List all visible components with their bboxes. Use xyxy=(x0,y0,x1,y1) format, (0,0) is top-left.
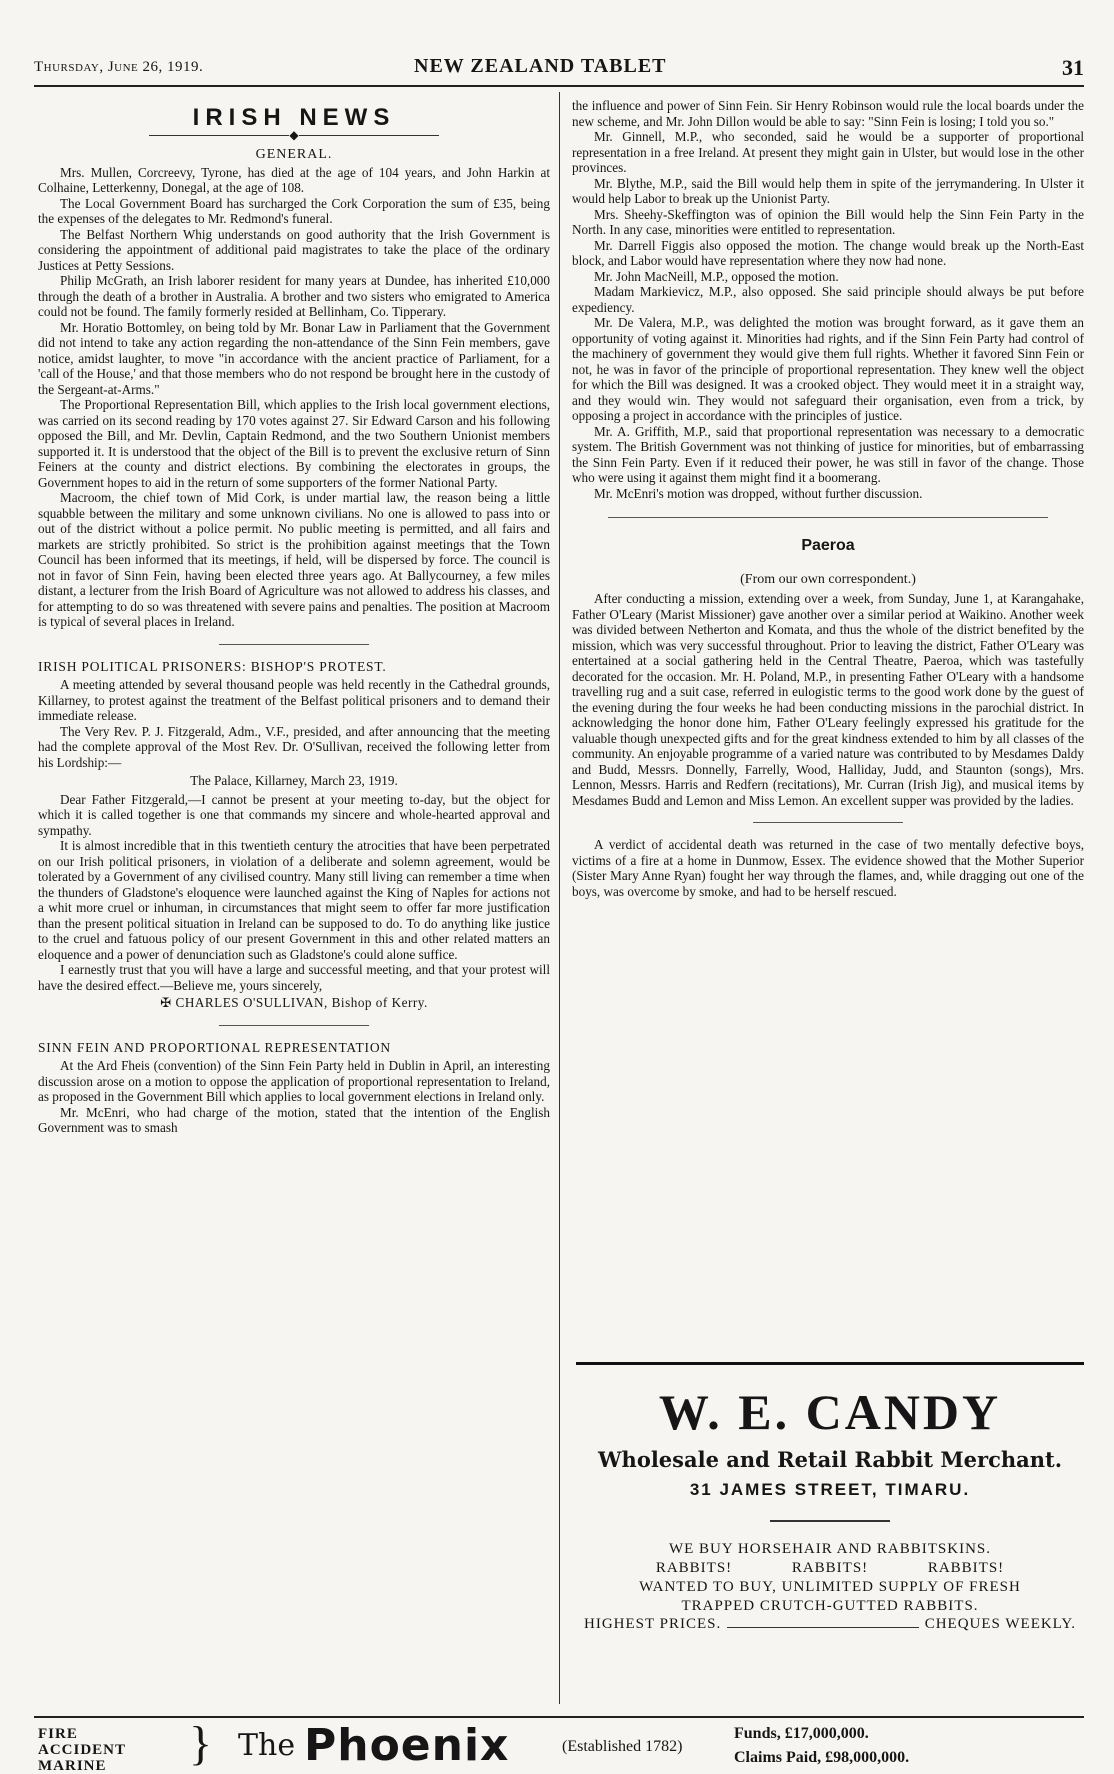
ad-separator xyxy=(770,1520,890,1522)
separator xyxy=(753,822,903,823)
funds-block xyxy=(734,1722,909,1770)
news-paragraph: Mr. McEnri, who had charge of the motion, stated that the intention of the English Government was to smash xyxy=(38,1104,550,1135)
bishop-signature: ✠ CHARLES O'SULLIVAN, Bishop of Kerry. xyxy=(160,995,428,1010)
rabbits-word: RABBITS! xyxy=(927,1560,1005,1576)
title-ornament: ◆ xyxy=(38,128,550,144)
letter-paragraph: Dear Father Fitzgerald,—I cannot be present at your meeting to-day, but the object for which it is called together is one that commands my sincere and whole-hearted approval and sympathy. xyxy=(38,791,550,838)
candy-advertisement xyxy=(576,1362,1084,1709)
advertiser-name: W. E. CANDY xyxy=(658,1384,1002,1440)
page-number: 31 xyxy=(1062,55,1084,80)
right-column xyxy=(572,98,1084,899)
ad-prices-line xyxy=(576,1616,1084,1633)
news-paragraph: the influence and power of Sinn Fein. Sir Henry Robinson would rule the local boards under the new scheme, and Mr. John Dillon would be able to say: "Sinn Fein is losing; I told you so." xyxy=(572,98,1084,129)
news-paragraph: The Belfast Northern Whig understands on good authority that the Irish Government is considering the appointment of additional paid magistrates to take the place of the ordinary Justices at Petty Sessions. xyxy=(38,226,550,273)
news-paragraph: Madam Markievicz, M.P., also opposed. She said principle should always be put before expediency. xyxy=(572,284,1084,315)
news-paragraph: The Proportional Representation Bill, which applies to the Irish local government elections, was carried on its second reading by 170 votes against 27. Sir Edward Carson and his following opposed the Bill, and Mr. Devlin, Captain Redmond, and the two Southern Unionist members supported it. It is understood that the object of the Bill is to prevent the exclusive return of Sinn Feiners at the county and district elections. By combining the electorates in groups, the Government hopes to aid in the return of some supporters of the former National Party. xyxy=(38,397,550,490)
news-paragraph: Mr. John MacNeill, M.P., opposed the motion. xyxy=(594,268,839,284)
phoenix-advertisement xyxy=(34,1716,1084,1772)
insurance-kind: ACCIDENT xyxy=(38,1742,127,1758)
general-heading: GENERAL. xyxy=(255,147,333,162)
news-paragraph: Philip McGrath, an Irish laborer resident for many years at Dundee, has inherited £10,000 through the death of a brother in Australia. A brother and two sisters who emigrated to America could not be found. The family formerly resided at Bellinham, Co. Tipperary. xyxy=(38,273,550,319)
page-header xyxy=(34,55,1084,87)
highest-prices: HIGHEST PRICES. xyxy=(584,1616,722,1632)
news-paragraph: At the Ard Fheis (convention) of the Sinn Fein Party held in Dublin in April, an interesting discussion arose on a motion to oppose the application of proportional representation to Ireland, as proposed in the Government Bill which applies to local government elections in Ireland only. xyxy=(38,1058,550,1104)
ad-wanted-line: WANTED TO BUY, UNLIMITED SUPPLY OF FRESH xyxy=(639,1579,1021,1595)
paeroa-title: Paeroa xyxy=(801,537,855,554)
ad-rabbits-line xyxy=(576,1559,1084,1578)
news-paragraph: A meeting attended by several thousand people was held recently in the Cathedral grounds, Killarney, to protest against the treatment of the Belfast political prisoners and to demand their immediate release. xyxy=(38,677,550,723)
insurance-kind: FIRE xyxy=(38,1726,78,1742)
insurance-kind: MARINE xyxy=(38,1758,107,1774)
masthead: NEW ZEALAND TABLET xyxy=(414,55,667,77)
cheques-weekly: CHEQUES WEEKLY. xyxy=(924,1616,1076,1632)
news-paragraph: Mr. Blythe, M.P., said the Bill would help them in spite of the jerrymandering. In Ulster it would help Labor to break up the Unionist Party. xyxy=(572,175,1084,206)
news-paragraph: The Very Rev. P. J. Fitzgerald, Adm., V.F., presided, and after announcing that the meeting had the complete approval of the Most Rev. Dr. O'Sullivan, received the following letter from his Lordship:— xyxy=(38,723,550,770)
advertiser-trade: Wholesale and Retail Rabbit Merchant. xyxy=(597,1447,1063,1472)
news-paragraph: Mr. A. Griffith, M.P., said that proportional representation was necessary to a democratic system. The British Government was not thinking of justice for minorities, but of embarrassing the Sinn Fein Party. Even if it reduced their power, he was still in favor of the change. Those who were using it against them might find it a boomerang. xyxy=(572,423,1084,485)
separator xyxy=(219,644,369,645)
advertiser-address: 31 JAMES STREET, TIMARU. xyxy=(689,1480,971,1499)
claims-paid: Claims Paid, £98,000,000. xyxy=(734,1749,910,1766)
column-divider xyxy=(559,92,560,1704)
news-paragraph: The Local Government Board has surcharged the Cork Corporation the sum of £35, being the expenses of the delegates to Mr. Redmond's funeral. xyxy=(38,195,550,226)
news-paragraph: Mrs. Mullen, Corcreevy, Tyrone, has died at the age of 104 years, and John Harkin at Colhaine, Letterkenny, Donegal, at the age of 108. xyxy=(38,164,550,195)
verdict-paragraph: A verdict of accidental death was returned in the case of two mentally defective boys, victims of a fire at a home in Dunmow, Essex. The evidence showed that the Mother Superior (Sister Mary Anne Ryan) fought her way through the flames, and, while dragging out one of the boys, was overcome by smoke, and had to be herself rescued. xyxy=(572,837,1084,899)
dash-rule xyxy=(727,1616,918,1628)
letter-paragraph: It is almost incredible that in this twentieth century the atrocities that have been perpetrated on our Irish political prisoners, in violation of a deliberate and solemn agreement, would be tolerated by a Government of any civilised country. Many still living can remember a time when the thunders of Gladstone's eloquence were launched against the King of Naples for actions not a whit more cruel or inhuman, in circumstances that might seem to offer far more justification than the present political situation in Ireland can be supposed to do. To do anything like justice to the cruel and fatuous policy of our present Government in this and other related matters an eloquence and a power of denunciation such as Gladstone's could alone suffice. xyxy=(38,838,550,962)
section-title: IRISH NEWS xyxy=(192,104,396,131)
paeroa-byline: (From our own correspondent.) xyxy=(740,571,916,587)
news-paragraph: Mr. Horatio Bottomley, on being told by Mr. Bonar Law in Parliament that the Government did not intend to take any action regarding the non-attendance of the Sinn Fein members, gave notice, amidst laughter, to move "in accordance with the ancient practice of Parliament, for a 'call of the House,' and that those members who do not respond be brought here in the custody of the Sergeant-at-Arms." xyxy=(38,319,550,397)
paeroa-paragraph: After conducting a mission, extending over a week, from Sunday, June 1, at Karangahake, Father O'Leary (Marist Missioner) gave another over a similar period at Waikino. Another week was divided between Netherton and Komata, and thus the whole of the district benefited by the mission, which was very successful throughout. Prior to leaving the district, Father O'Leary was entertained at a social gathering held in the Central Theatre, Paeroa, which was tastefully decorated for the occasion. Mr. H. Poland, M.P., in presenting Father O'Leary with a handsome travelling rug and a suit case, referred in eulogistic terms to the good work done by the guest of the evening during the four weeks he had been conducting missions in the parochial district. In acknowledging the honor done him, Father O'Leary feelingly expressed his gratitude for the valuable though unexpected gifts and for the great kindness extended to him by all classes of the community. An enjoyable programme of a varied nature was contributed to by Mesdames Daldy and Budd, Messrs. Donnelly, Farrelly, Wood, Halliday, Judd, and Staunton (songs), Mrs. Lennon, Messrs. Harris and Redfern (recitations), Mr. Curran (Irish Jig), and musical items by Mesdames Budd and Lemon and Miss Lemon. An excellent supper was provided by the ladies. xyxy=(572,591,1084,808)
news-paragraph: Mr. Darrell Figgis also opposed the motion. The change would break up the North-East block, and Labor would have representation where they now had none. xyxy=(572,237,1084,268)
letter-paragraph: I earnestly trust that you will have a large and successful meeting, and that your protest will have the desired effect.—Believe me, yours sincerely, xyxy=(38,962,550,993)
prisoners-heading: IRISH POLITICAL PRISONERS: BISHOP'S PROTEST. xyxy=(38,658,387,674)
sinn-fein-heading: SINN FEIN AND PROPORTIONAL REPRESENTATION xyxy=(38,1039,391,1055)
brace-glyph: } xyxy=(189,1717,213,1770)
established: (Established 1782) xyxy=(562,1738,683,1755)
ad-wanted-line: TRAPPED CRUTCH-GUTTED RABBITS. xyxy=(681,1598,979,1614)
separator xyxy=(608,517,1048,518)
insurance-kinds xyxy=(38,1726,126,1774)
issue-date: Thursday, June 26, 1919. xyxy=(34,59,204,75)
rabbits-word: RABBITS! xyxy=(655,1560,733,1576)
news-paragraph: Mr. McEnri's motion was dropped, without further discussion. xyxy=(594,485,923,501)
rabbits-word: RABBITS! xyxy=(791,1560,869,1576)
news-paragraph: Mr. Ginnell, M.P., who seconded, said he would be a supporter of proportional representation in a free Ireland. At present they might gain in Ulster, but would lose in the other provinces. xyxy=(572,129,1084,175)
news-paragraph: Macroom, the chief town of Mid Cork, is under martial law, the reason being a little squabble between the military and some unknown civilians. No one is allowed to pass into or out of the district without a police permit. No public meeting is permitted, and all fairs and markets are strictly prohibited. So strict is the prohibition against meetings that the Town Council has been informed that its meetings, if held, will be dispersed by force. The council is not in favor of Sinn Fein, having been elected three years ago. At Ballycourney, a few miles distant, a lecturer from the Irish Board of Agriculture was not allowed to address his classes, and for attempting to do so was threatened with severe pains and penalties. The position at Macroom is typical of several places in Ireland. xyxy=(38,490,550,629)
ad-buy-line: WE BUY HORSEHAIR AND RABBITSKINS. xyxy=(668,1541,992,1557)
letter-dateline: The Palace, Killarney, March 23, 1919. xyxy=(190,773,398,788)
brand-article: The xyxy=(238,1728,296,1763)
funds: Funds, £17,000,000. xyxy=(734,1725,869,1742)
news-paragraph: Mrs. Sheehy-Skeffington was of opinion the Bill would help the Sinn Fein Party in the North. In any case, minorities were entitled to representation. xyxy=(572,206,1084,237)
left-column xyxy=(38,98,550,1136)
news-paragraph: Mr. De Valera, M.P., was delighted the motion was brought forward, as it gave them an opportunity of voting against it. Minorities had rights, and if the Sinn Fein Party had control of the machinery of government they would give them full rights. Whether it favored Sinn Fein or not, he was in favor of the principle of proportional representation. They knew well the object for which the Bill was designed. It was a crooked object. They would meet it in a straight way, and they would win. They would not safeguard their organisation, even from a trick, by opposing a project in accordance with the principles of justice. xyxy=(572,315,1084,423)
separator xyxy=(219,1025,369,1026)
brand-name: Phoenix xyxy=(304,1720,510,1771)
